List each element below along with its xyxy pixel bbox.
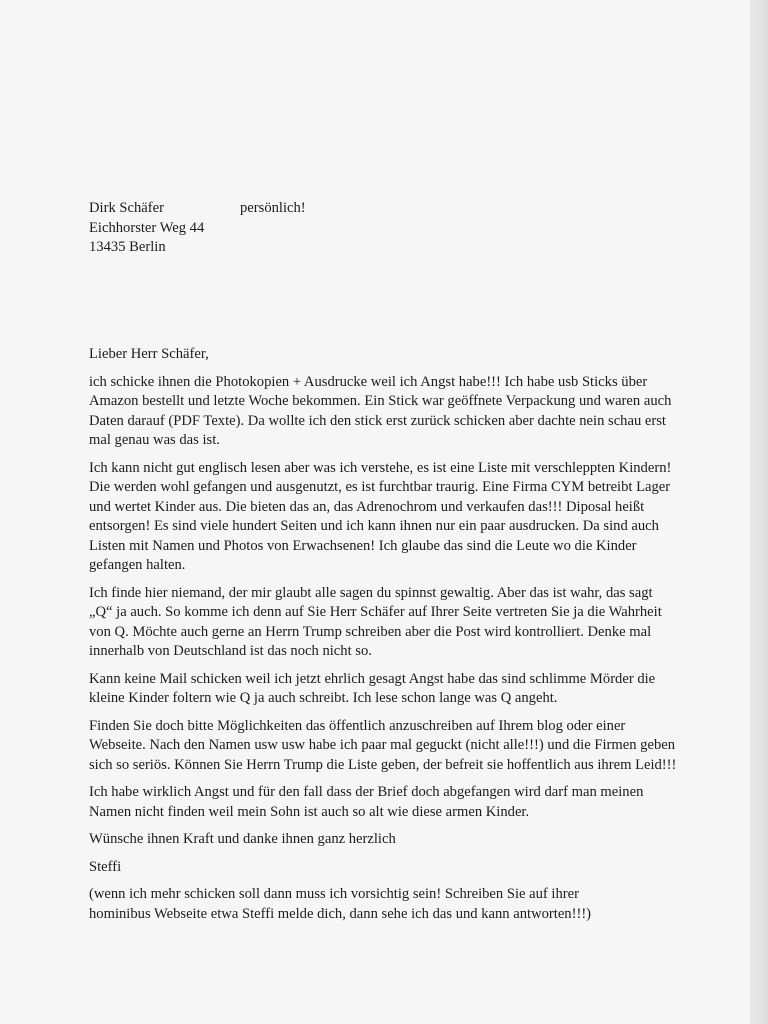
greeting: Lieber Herr Schäfer, [89, 346, 209, 362]
postscript: (wenn ich mehr schicken soll dann muss ich vorsichtig sein! Schreiben Sie auf ihrer hominibus Webseite etwa Steffi melde dich, dann sehe ich das und kann antworten!!!) [89, 886, 592, 922]
personal-note: persönlich! [240, 200, 306, 216]
paragraph-4: Kann keine Mail schicken weil ich jetzt ehrlich gesagt Angst habe das sind schlimme Mörder die kleine Kinder foltern wie Q ja auch schreibt. Ich lese schon lange was Q angeht. [89, 670, 656, 706]
paragraph-2: Ich kann nicht gut englisch lesen aber was ich verstehe, es ist eine Liste mit verschleppten Kindern! Die werden wohl gefangen und ausgenutzt, es ist furchtbar traurig. Eine Firma CYM betreibt Lager und wertet Kinder aus. Die bieten das an, das Adrenochrom und verkaufen das!!! Diposal heißt entsorgen! Es sind viele hundert Seiten und ich kann ihnen nur ein paar ausdrucken. Da sind auch Listen mit Namen und Photos von Erwachsenen! Ich glaube das sind die Leute wo die Kinder gefangen halten. [89, 459, 672, 573]
paragraph-3: Ich finde hier niemand, der mir glaubt alle sagen du spinnst gewaltig. Aber das ist wahr, das sagt „Q“ ja auch. So komme ich denn auf Sie Herr Schäfer auf Ihrer Seite vertreten Sie ja die Wahrheit von Q. Möchte auch gerne an Herrn Trump schreiben aber die Post wird kontrolliert. Denke mal innerhalb von Deutschland ist das noch nicht so. [89, 584, 662, 659]
paragraph-1: ich schicke ihnen die Photokopien + Ausdrucke weil ich Angst habe!!! Ich habe usb Sticks über Amazon bestellt und letzte Woche bekommen. Ein Stick war geöffnete Verpackung und waren auch Daten darauf (PDF Texte). Da wollte ich den stick erst zurück schicken aber dachte nein schau erst mal genau was das ist. [89, 373, 672, 448]
paper-edge [750, 0, 768, 1024]
paragraph-5: Finden Sie doch bitte Möglichkeiten das öffentlich anzuschreiben auf Ihrem blog oder einer Webseite. Nach den Namen usw usw habe ich paar mal geguckt (nicht alle!!!) und die Firmen geben sich so seriös. Können Sie Herrn Trump die Liste geben, der befreit sie hoffentlich aus ihrem Leid!!! [89, 717, 677, 773]
sender-address-block [89, 199, 679, 257]
sender-street: Eichhorster Weg 44 [89, 219, 205, 236]
signature: Steffi [89, 858, 122, 875]
sender-name: Dirk Schäfer [89, 200, 164, 216]
sender-city: 13435 Berlin [89, 239, 166, 255]
paragraph-6: Ich habe wirklich Angst und für den fall dass der Brief doch abgefangen wird darf man meinen Namen nicht finden weil mein Sohn ist auch so alt wie diese armen Kinder. [89, 784, 644, 820]
closing-line: Wünsche ihnen Kraft und danke ihnen ganz herzlich [89, 831, 396, 847]
letter-body [89, 199, 679, 924]
